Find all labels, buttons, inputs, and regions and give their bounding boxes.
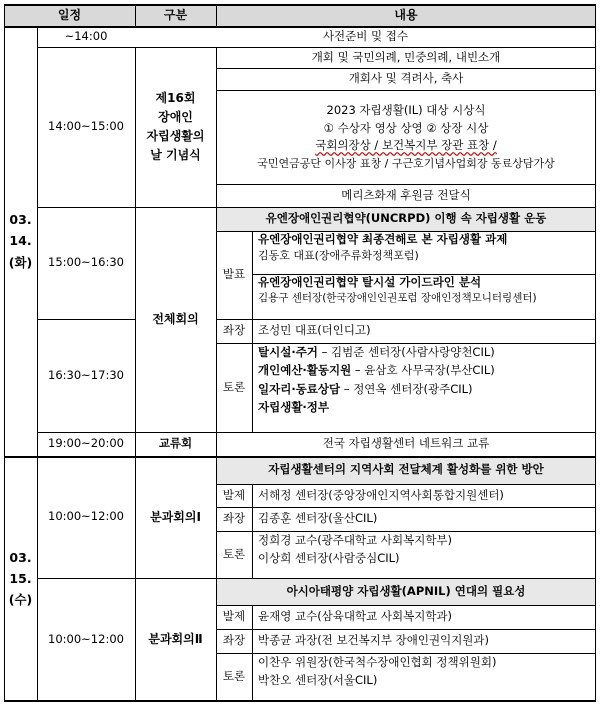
- sessionB-discussants: [252, 653, 596, 701]
- row-divider: [37, 207, 596, 208]
- chair-name: 조성민 대표(더인디고): [258, 323, 371, 338]
- col-divider: [135, 4, 136, 27]
- presentation-1-title: 유엔장애인권리협약 최종견해로 본 자립생활 과제: [258, 232, 508, 246]
- sessionA-pres-role: 발제: [222, 487, 246, 502]
- table-border-top: [4, 4, 596, 6]
- sessionA-chair-role: 좌장: [222, 511, 246, 526]
- plenary-title: 유엔장애인권리협약(UNCRPD) 이행 속 자립생활 운동: [216, 207, 596, 231]
- col-divider: [135, 47, 136, 702]
- awards-line: 국민연금공단 이사장 표창 / 구근호기념사업회장 동료상담가상: [257, 157, 555, 171]
- discussion-item: [258, 343, 495, 361]
- awards-line: 2023 자립생활(IL) 대상 시상식: [326, 102, 486, 117]
- discussion-item: [258, 398, 329, 416]
- discussion-speaker: – 윤삼호 사무국장(부산CIL): [351, 363, 495, 378]
- sessionA-category: 분과회의Ⅰ: [150, 509, 201, 524]
- sessionB-chair: 박종균 과장(전 보건복지부 장애인권익지원과): [258, 633, 490, 648]
- discussion-role: 토론: [222, 379, 246, 394]
- presentation-2-title: 유엔장애인권리협약 탈시설 가이드라인 분석: [258, 275, 482, 289]
- row-divider: [216, 68, 596, 69]
- sessionA-chair: 김종훈 센터장(울산CIL): [258, 511, 378, 526]
- row-divider: [216, 231, 596, 232]
- discussion-topic: 탈시설·주거: [258, 345, 318, 359]
- ceremony-opening: 개회 및 국민의례, 민중의례, 내빈소개: [311, 49, 501, 64]
- exchange-time: 19:00~20:00: [48, 436, 124, 451]
- discussion-topic: 자립생활·정부: [258, 400, 330, 415]
- col-divider: [252, 231, 253, 432]
- row-divider: [216, 629, 596, 630]
- discussion-list: [252, 343, 596, 432]
- sessionA-time: 10:00~12:00: [48, 509, 124, 524]
- exchange-content: 전국 자립생활센터 네트워크 교류: [322, 436, 490, 451]
- ceremony-category-line: 장애인: [158, 109, 193, 124]
- ceremony-category-line: 제16회: [155, 90, 196, 105]
- day1-date: [4, 26, 37, 456]
- sessionB-presenter: 윤재영 교수(삼육대학교 사회복지학과): [258, 609, 453, 624]
- row-divider: [37, 578, 596, 579]
- header-category: 구분: [135, 4, 216, 26]
- row-divider: [216, 184, 596, 185]
- row-divider: [37, 47, 596, 48]
- col-divider: [37, 26, 38, 702]
- sessionB-time: 10:00~12:00: [48, 631, 124, 646]
- day2-date: [4, 456, 37, 701]
- header-divider: [4, 26, 596, 28]
- awards-line: 국회의장상 / 보건복지부 장관 표창 /: [315, 138, 497, 153]
- discussion-speaker: – 정연옥 센터장(광주CIL): [340, 381, 473, 396]
- col-divider: [252, 605, 253, 701]
- day1-date-month: 03.: [9, 212, 32, 228]
- discussant: 박찬오 센터장(서울CIL): [258, 673, 378, 688]
- table-border-left: [4, 4, 5, 702]
- table-border-bottom: [4, 700, 596, 702]
- prep-time: ~14:00: [64, 28, 108, 43]
- sessionA-presenter: 서해정 센터장(중앙장애인지역사회통합지원센터): [258, 487, 504, 502]
- session1-role: 발표: [222, 267, 246, 282]
- chair-role: 좌장: [222, 323, 246, 338]
- day-divider: [4, 456, 596, 458]
- exchange-category: 교류회: [158, 436, 193, 451]
- session2-time: 16:30~17:30: [48, 367, 124, 382]
- discussion-item: [258, 380, 473, 398]
- discussion-speaker: – 김범준 센터장(사람사랑양천CIL): [317, 345, 495, 359]
- presentation-1-speaker: 김동호 대표(장애주류화정책포럼): [258, 249, 419, 263]
- row-divider: [252, 274, 596, 275]
- col-divider: [216, 4, 217, 27]
- session1-time: 15:00~16:30: [48, 255, 124, 270]
- row-divider: [216, 653, 596, 654]
- row-divider: [216, 531, 596, 532]
- row-divider: [216, 605, 596, 606]
- header-schedule: 일정: [4, 4, 135, 26]
- discussant: 정희경 교수(광주대학교 사회복지학부): [258, 533, 453, 547]
- sessionB-disc-role: 토론: [222, 669, 246, 684]
- ceremony-time: 14:00~15:00: [48, 119, 124, 134]
- plenary-category: 전체회의: [152, 312, 199, 327]
- day1-date-weekday: (화): [8, 254, 33, 270]
- day2-date-weekday: (수): [8, 592, 33, 608]
- row-divider: [216, 319, 596, 320]
- ceremony-donation: 메리츠화재 후원금 전달식: [341, 187, 471, 202]
- discussant: 이찬우 위원장(한국척수장애인협회 정책위원회): [258, 655, 497, 669]
- awards-line: ① 수상자 영상 상영 ② 상장 시상: [323, 120, 489, 135]
- ceremony-awards: [216, 90, 596, 184]
- sessionB-title: 아시아태평양 자립생활(APNIL) 연대의 필요성: [216, 578, 596, 605]
- prep-content: 사전준비 및 접수: [322, 28, 409, 43]
- day2-date-day: 15.: [9, 570, 32, 586]
- ceremony-category: [135, 47, 216, 207]
- row-divider: [37, 319, 135, 320]
- row-divider: [216, 343, 596, 344]
- presentation-2-speaker: 김용구 센터장(한국장애인인권포럼 장애인정책모니터링센터): [258, 292, 537, 305]
- header-content: 내용: [216, 4, 596, 26]
- row-divider: [37, 432, 596, 433]
- discussion-item: [258, 361, 495, 379]
- day1-date-day: 14.: [9, 233, 32, 249]
- sessionA-disc-role: 토론: [222, 546, 246, 561]
- discussion-topic: 일자리·동료상담: [258, 381, 341, 396]
- col-divider: [252, 484, 253, 578]
- sessionB-category: 분과회의Ⅱ: [148, 632, 203, 647]
- table-border-right: [595, 4, 596, 702]
- sessionA-title: 자립생활센터의 지역사회 전달체계 활성화를 위한 방안: [216, 456, 596, 484]
- ceremony-speeches: 개회사 및 격려사, 축사: [348, 71, 464, 86]
- ceremony-category-line: 날 기념식: [150, 148, 201, 163]
- day2-date-month: 03.: [9, 549, 32, 565]
- presentation-1: [252, 231, 596, 274]
- row-divider: [216, 507, 596, 508]
- ceremony-category-line: 자립생활의: [146, 129, 205, 143]
- sessionA-discussants: [252, 531, 596, 578]
- presentation-2: [252, 274, 596, 319]
- discussion-topic: 개인예산·활동지원: [258, 363, 352, 378]
- col-divider: [216, 47, 217, 702]
- sessionB-chair-role: 좌장: [222, 633, 246, 648]
- row-divider: [216, 90, 596, 91]
- discussant: 이상희 센터장(사람중심CIL): [258, 551, 400, 566]
- sessionB-pres-role: 발제: [222, 609, 246, 624]
- row-divider: [216, 484, 596, 485]
